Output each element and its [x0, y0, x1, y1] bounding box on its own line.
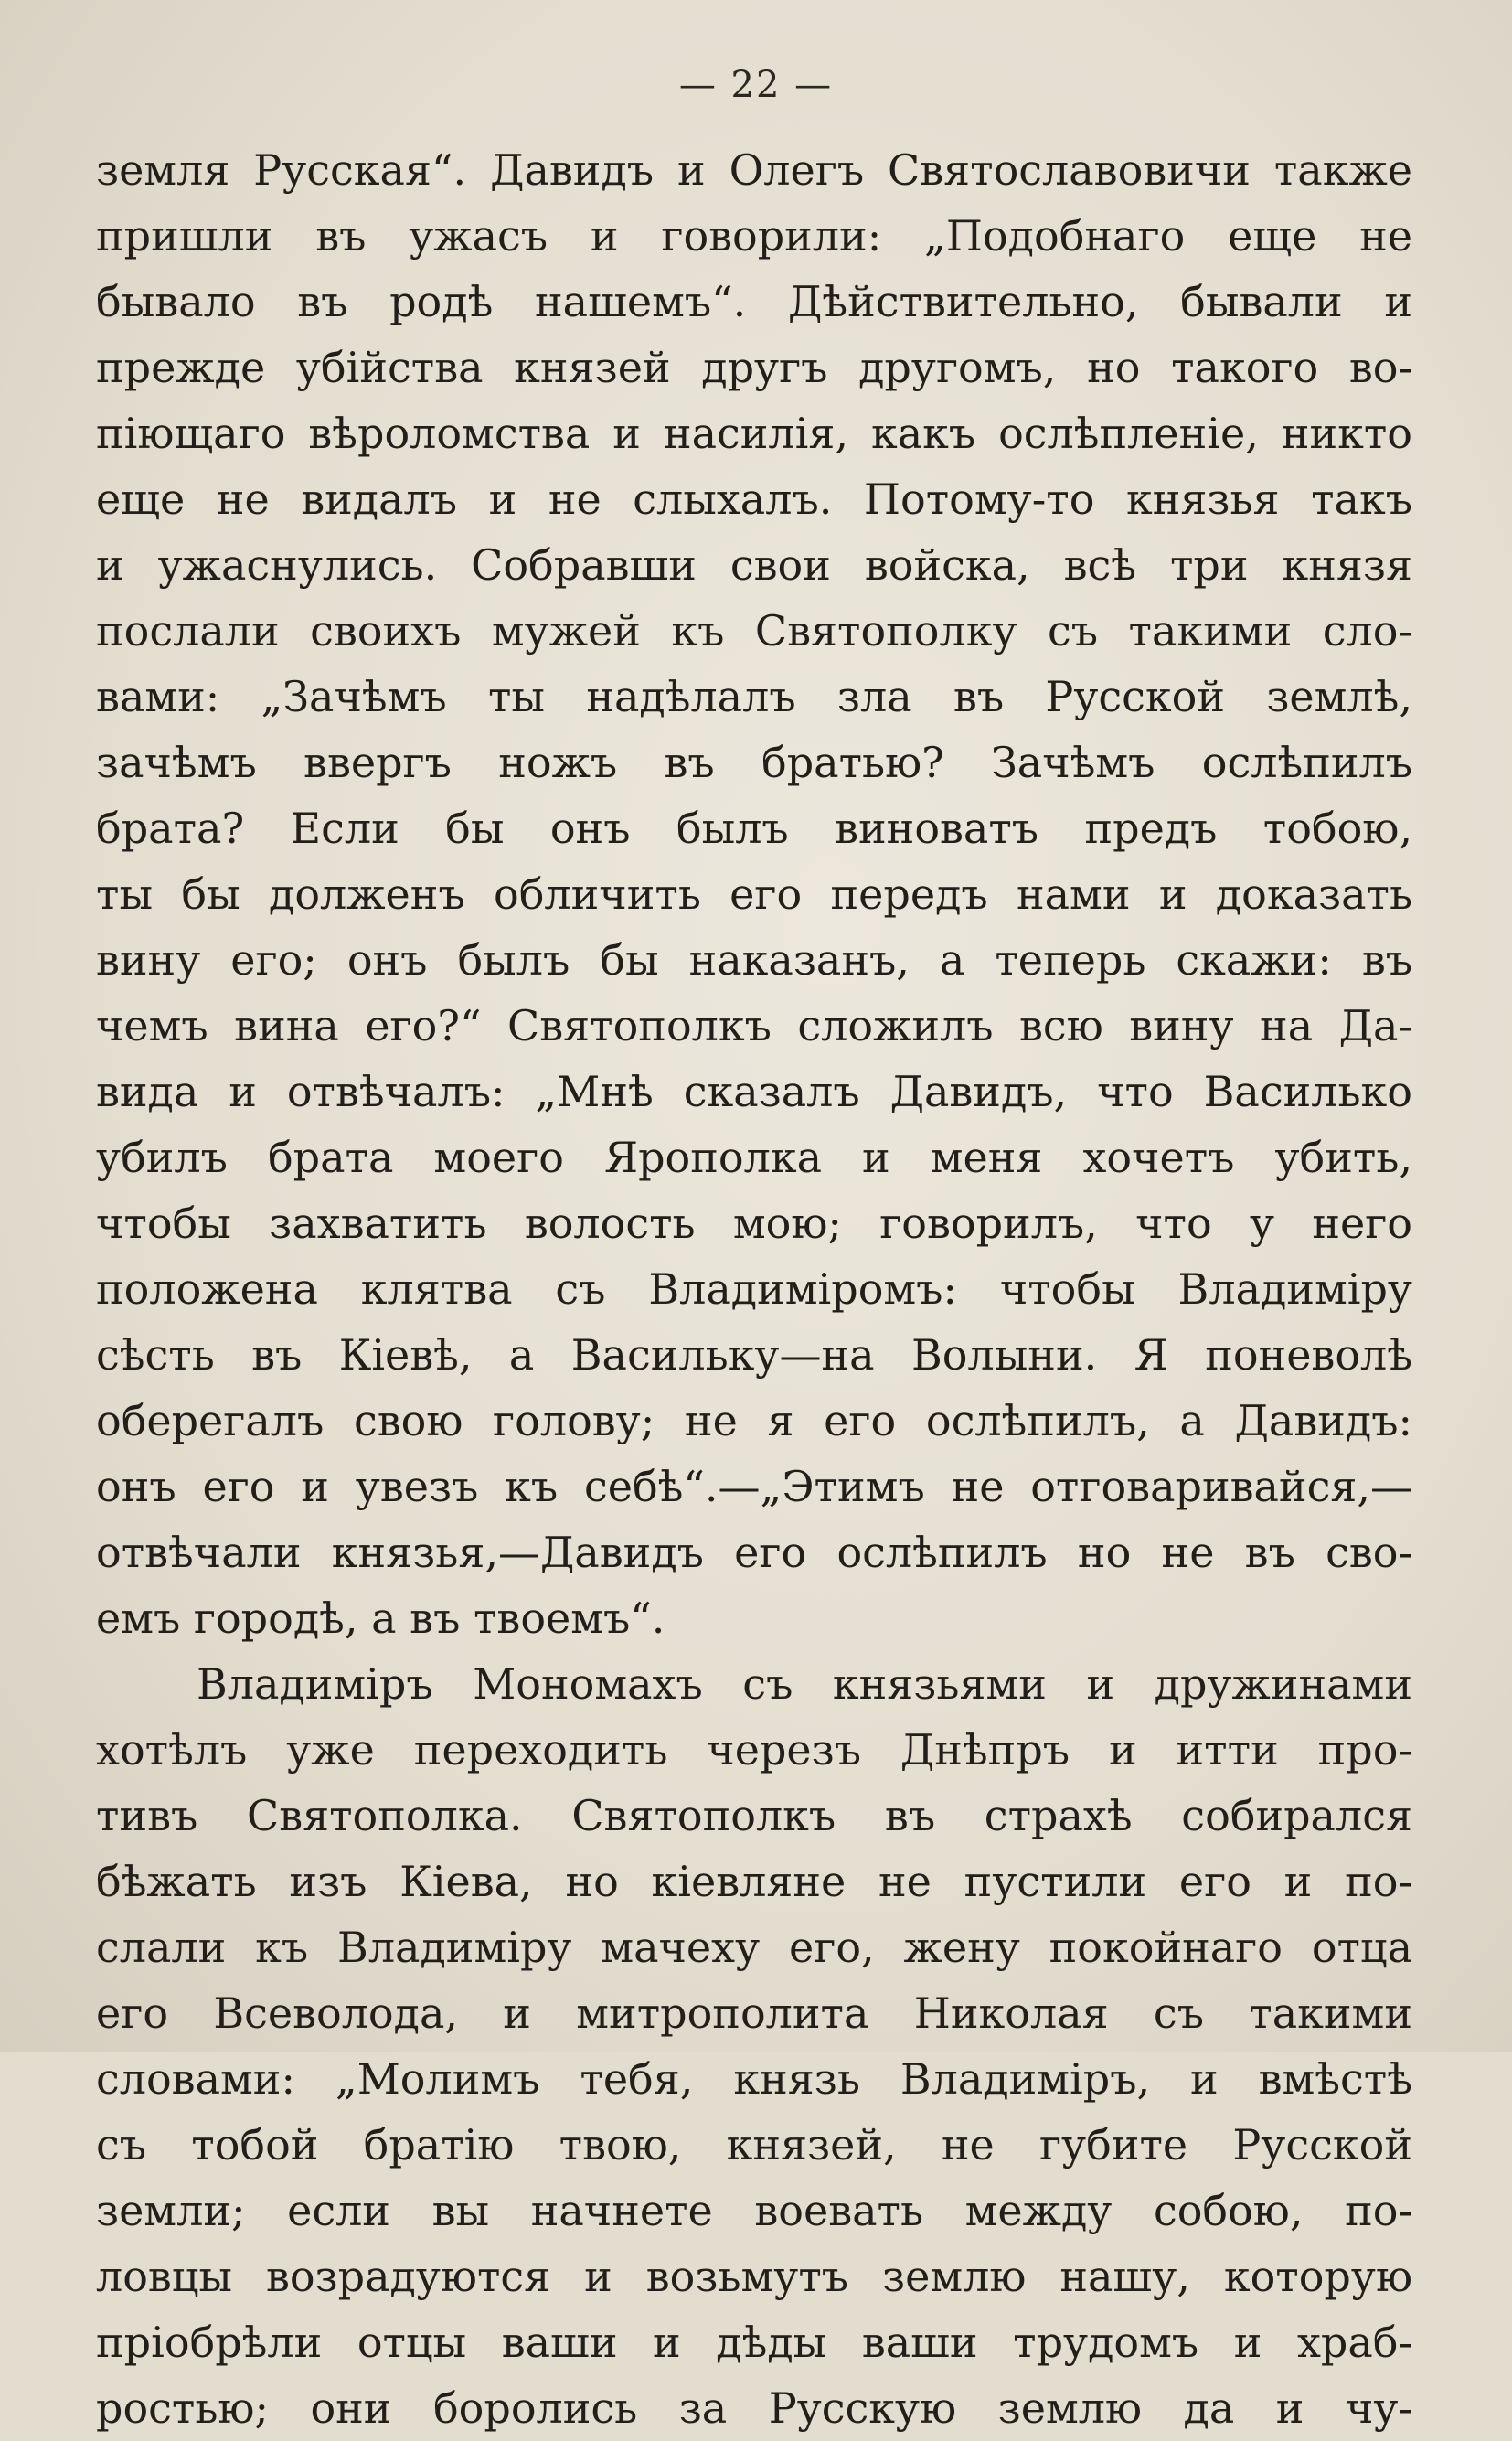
text-line: съ тобой братію твою, князей, не губите Русской: [96, 2120, 1412, 2169]
text-line: еще не видалъ и не слыхалъ. Потому-то князья такъ: [96, 474, 1412, 524]
text-line: ты бы долженъ обличить его передъ нами и доказать: [96, 869, 1412, 919]
text-line: зачѣмъ ввергъ ножъ въ братью? Зачѣмъ ослѣпилъ: [96, 738, 1412, 787]
text-line: бывало въ родѣ нашемъ“. Дѣйствительно, бывали и: [96, 277, 1412, 326]
text-line: брата? Если бы онъ былъ виноватъ предъ тобою,: [96, 804, 1412, 853]
text-line: бѣжать изъ Кіева, но кіевляне не пустили его и по-: [96, 1857, 1412, 1906]
text-line: убилъ брата моего Ярополка и меня хочетъ убить,: [96, 1133, 1412, 1182]
text-line: отвѣчали князья,—Давидъ его ослѣпилъ но не въ сво-: [96, 1528, 1412, 1577]
text-line: слали къ Владиміру мачеху его, жену покойнаго отца: [96, 1923, 1412, 1972]
text-line: словами: „Молимъ тебя, князь Владиміръ, и вмѣстѣ: [96, 2054, 1412, 2104]
text-line: его Всеволода, и митрополита Николая съ такими: [96, 1988, 1412, 2038]
text-line: чемъ вина его?“ Святополкъ сложилъ всю вину на Да-: [96, 1001, 1412, 1050]
text-line: пріобрѣли отцы ваши и дѣды ваши трудомъ и храб-: [96, 2318, 1412, 2367]
text-line: оберегалъ свою голову; не я его ослѣпилъ, а Давидъ:: [96, 1396, 1412, 1445]
text-line: вами: „Зачѣмъ ты надѣлалъ зла въ Русской землѣ,: [96, 672, 1412, 721]
text-line: тивъ Святополка. Святополкъ въ страхѣ собирался: [96, 1791, 1412, 1840]
text-line: онъ его и увезъ къ себѣ“.—„Этимъ не отговаривайся,—: [96, 1462, 1412, 1511]
text-line: послали своихъ мужей къ Святополку съ такими сло-: [96, 606, 1412, 656]
text-line: ростью; они боролись за Русскую землю да и чу-: [96, 2383, 1412, 2433]
text-line: земли; если вы начнете воевать между собою, по-: [96, 2186, 1412, 2235]
page-number: — 22 —: [678, 64, 834, 106]
text-line: земля Русская“. Давидъ и Олегъ Святославовичи также: [96, 145, 1412, 195]
text-line: сѣсть въ Кіевѣ, а Васильку—на Волыни. Я поневолѣ: [96, 1330, 1412, 1380]
text-line: ловцы возрадуются и возьмутъ землю нашу, которую: [96, 2252, 1412, 2301]
text-line: прежде убійства князей другъ другомъ, но такого во-: [96, 343, 1412, 392]
text-line: пришли въ ужасъ и говорили: „Подобнаго еще не: [96, 211, 1412, 261]
text-line: положена клятва съ Владиміромъ: чтобы Владиміру: [96, 1264, 1412, 1314]
text-line: вида и отвѣчалъ: „Мнѣ сказалъ Давидъ, что Василько: [96, 1067, 1412, 1116]
text-line: вину его; онъ былъ бы наказанъ, а теперь скажи: въ: [96, 935, 1412, 985]
text-line: и ужаснулись. Собравши свои войска, всѣ три князя: [96, 540, 1412, 590]
text-line: чтобы захватить волость мою; говорилъ, что у него: [96, 1199, 1412, 1248]
paragraph-start-line: Владиміръ Мономахъ съ князьями и дружинами: [197, 1659, 1412, 1709]
text-line: хотѣлъ уже переходить черезъ Днѣпръ и итти про-: [96, 1725, 1412, 1775]
paragraph-end-line: емъ городѣ, а въ твоемъ“.: [96, 1594, 665, 1643]
body-text: [96, 137, 1412, 2441]
text-line: піющаго вѣроломства и насилія, какъ ослѣпленіе, никто: [96, 409, 1412, 458]
